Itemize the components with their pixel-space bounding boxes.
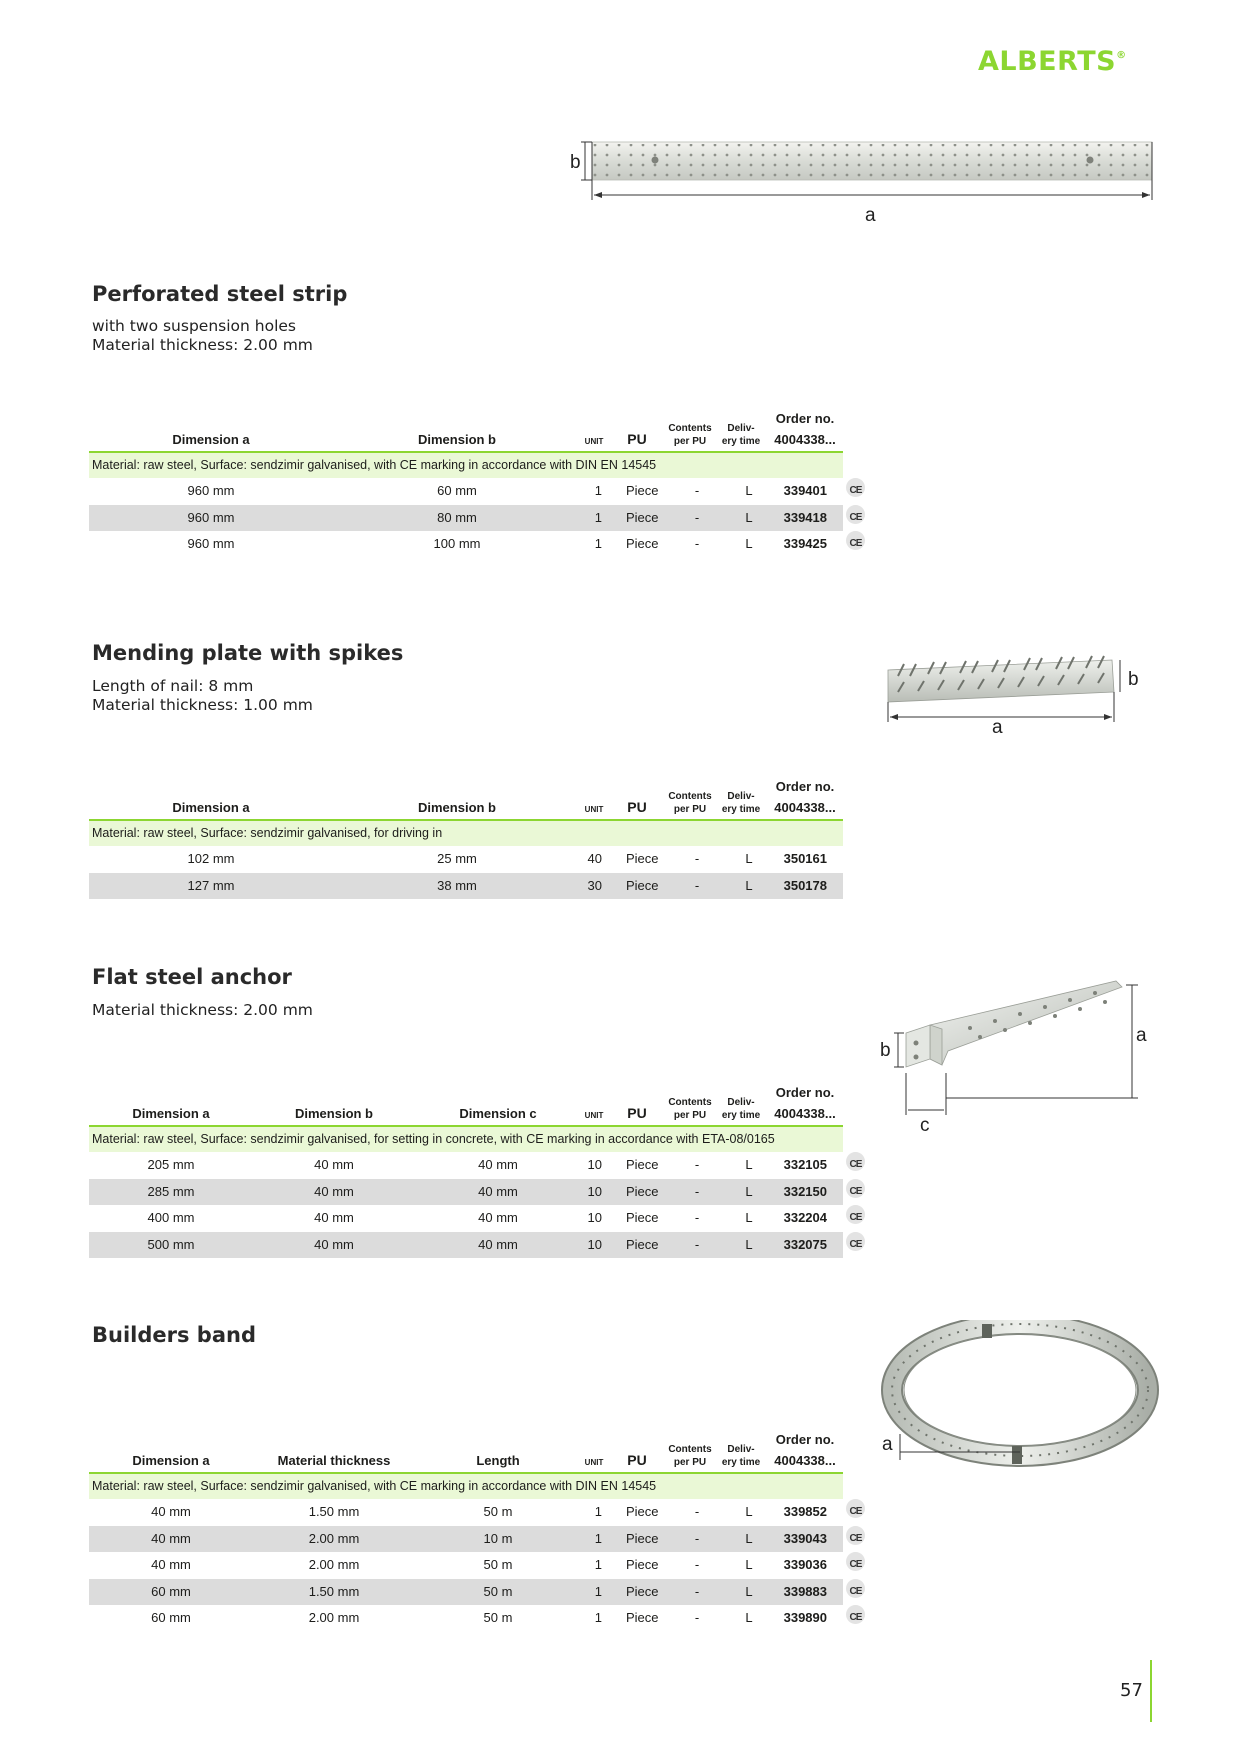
header-dimension-a: Dimension a [172, 432, 250, 447]
cell-order-no: 332204 [783, 1210, 827, 1226]
header-delivery-time [722, 1443, 760, 1469]
table-row [89, 846, 843, 873]
header-dimension-b: Dimension b [294, 1106, 374, 1121]
header-delivery-line2: ery time [721, 1110, 761, 1121]
cell-dimension-a: 285 mm [147, 1183, 195, 1199]
cell-unit: 10 [587, 1157, 602, 1172]
section-description-line: Material thickness: 1.00 mm [92, 696, 313, 714]
dimension-label-a: a [882, 1434, 893, 1455]
cell-order-no: 339890 [783, 1610, 827, 1626]
cell-pu: Piece [626, 536, 659, 552]
cell-delivery: L [745, 1530, 753, 1546]
header-contents-line1: Contents [668, 791, 712, 802]
cell-material-thickness: 1.50 mm [308, 1583, 360, 1599]
cell-order-no: 339418 [783, 509, 827, 525]
table-row [89, 1579, 862, 1606]
cell-length: 50 m [483, 1583, 513, 1599]
product-table-perforated-steel-strip [89, 407, 862, 558]
header-order-line1: Order no. [775, 1432, 835, 1447]
material-note: Material: raw steel, Surface: sendzimir galvanised, with CE marking in accordance with DIN EN 14545 [89, 453, 843, 478]
header-delivery-time [722, 422, 760, 448]
header-unit: UNIT [584, 1458, 604, 1467]
cell-pu: Piece [626, 1236, 659, 1252]
cell-pu: Piece [626, 483, 659, 498]
header-contents-line2: per PU [673, 1457, 707, 1468]
cell-dimension-a: 960 mm [187, 536, 235, 552]
cell-order-no: 339043 [783, 1530, 827, 1546]
cell-dimension-a: 500 mm [147, 1236, 195, 1252]
table-row [89, 1552, 862, 1579]
header-material-thickness: Material thickness [277, 1453, 391, 1468]
header-pu: PU [627, 431, 647, 447]
cell-material-thickness: 2.00 mm [308, 1530, 360, 1546]
cell-contents: - [694, 1210, 700, 1226]
cell-order-no: 332105 [783, 1157, 827, 1172]
cell-delivery: L [745, 1610, 753, 1626]
page-number-divider [1150, 1660, 1152, 1722]
header-contents-line2: per PU [673, 804, 707, 815]
cell-pu: Piece [626, 1530, 659, 1546]
cell-length: 50 m [483, 1504, 513, 1519]
table-row [89, 505, 862, 532]
cell-delivery: L [745, 483, 753, 498]
brand-name: ALBERTS [978, 46, 1117, 77]
ce-mark-icon: CE [846, 531, 865, 550]
header-delivery-time [722, 790, 760, 816]
dimension-label-a: a [1136, 1025, 1147, 1046]
header-length: Length [476, 1453, 520, 1468]
cell-order-no: 350178 [783, 877, 827, 893]
cell-delivery: L [745, 1504, 753, 1519]
cell-dimension-a: 400 mm [147, 1210, 195, 1226]
cell-delivery: L [745, 536, 753, 552]
cell-unit: 1 [594, 483, 602, 498]
header-order-line2: 4004338... [774, 432, 836, 447]
header-contents-per-pu [668, 1443, 711, 1469]
ce-mark-icon: CE [846, 505, 865, 524]
dimension-label-c: c [920, 1115, 930, 1135]
cell-pu: Piece [626, 851, 659, 866]
header-unit: UNIT [584, 1111, 604, 1120]
cell-dimension-a: 40 mm [151, 1530, 191, 1546]
cell-unit: 1 [594, 1557, 602, 1573]
table-header [89, 775, 843, 821]
page-number: 57 [1120, 1680, 1143, 1701]
header-dimension-c: Dimension c [459, 1106, 537, 1121]
cell-delivery: L [745, 1157, 753, 1172]
cell-contents: - [694, 1157, 700, 1172]
header-order-line2: 4004338... [774, 1453, 836, 1468]
header-delivery-line2: ery time [721, 436, 761, 447]
ce-mark-icon: CE [846, 1152, 865, 1171]
header-order-line1: Order no. [775, 411, 835, 426]
section-title-perforated-steel-strip: Perforated steel strip [92, 282, 348, 306]
cell-material-thickness: 2.00 mm [308, 1610, 360, 1626]
material-note: Material: raw steel, Surface: sendzimir galvanised, for setting in concrete, with CE marking in accordance with ETA-08/0165 [89, 1127, 843, 1152]
header-contents-per-pu [668, 1096, 711, 1122]
ce-mark-icon: CE [846, 1499, 865, 1518]
cell-unit: 30 [587, 877, 602, 893]
header-contents-per-pu [668, 790, 711, 816]
cell-pu: Piece [626, 1557, 659, 1573]
cell-contents: - [694, 509, 700, 525]
header-delivery-line1: Deliv- [727, 1097, 755, 1108]
cell-dimension-b: 40 mm [314, 1210, 354, 1226]
header-dimension-b: Dimension b [417, 432, 497, 447]
header-contents-line1: Contents [668, 1444, 712, 1455]
brand-logo [978, 46, 1127, 77]
cell-pu: Piece [626, 1183, 659, 1199]
cell-material-thickness: 1.50 mm [308, 1504, 360, 1519]
table-row [89, 1499, 862, 1526]
header-order-line2: 4004338... [774, 800, 836, 815]
table-header [89, 407, 843, 453]
product-table-flat-steel-anchor [89, 1081, 862, 1258]
ce-mark-icon: CE [846, 1179, 865, 1198]
ce-mark-icon: CE [846, 478, 865, 497]
header-contents-line2: per PU [673, 436, 707, 447]
cell-pu: Piece [626, 1583, 659, 1599]
ce-mark-icon: CE [846, 1605, 865, 1624]
cell-dimension-b: 25 mm [437, 851, 477, 866]
cell-contents: - [694, 1530, 700, 1546]
table-header [89, 1428, 843, 1474]
cell-order-no: 339401 [783, 483, 827, 498]
cell-pu: Piece [626, 1210, 659, 1226]
cell-pu: Piece [626, 509, 659, 525]
cell-delivery: L [745, 509, 753, 525]
cell-delivery: L [745, 1557, 753, 1573]
dimension-label-a: a [992, 717, 1003, 735]
cell-delivery: L [745, 1183, 753, 1199]
header-pu: PU [627, 1105, 647, 1121]
cell-length: 50 m [483, 1557, 513, 1573]
cell-contents: - [694, 1610, 700, 1626]
cell-dimension-b: 40 mm [314, 1183, 354, 1199]
cell-unit: 1 [594, 1530, 602, 1546]
cell-dimension-c: 40 mm [478, 1236, 518, 1252]
cell-dimension-c: 40 mm [478, 1183, 518, 1199]
cell-dimension-b: 40 mm [314, 1236, 354, 1252]
cell-dimension-b: 60 mm [437, 483, 477, 498]
header-delivery-line1: Deliv- [727, 423, 755, 434]
cell-unit: 1 [594, 1610, 602, 1626]
cell-unit: 1 [594, 509, 602, 525]
cell-dimension-a: 40 mm [151, 1504, 191, 1519]
cell-dimension-a: 960 mm [187, 509, 235, 525]
cell-contents: - [694, 1183, 700, 1199]
header-delivery-line1: Deliv- [727, 1444, 755, 1455]
cell-pu: Piece [626, 877, 659, 893]
header-order-no [774, 776, 835, 818]
spiked-plate-drawing [880, 640, 1150, 735]
ce-mark-icon: CE [846, 1232, 865, 1251]
ce-mark-icon: CE [846, 1579, 865, 1598]
ce-mark-icon: CE [846, 1526, 865, 1545]
cell-contents: - [694, 877, 700, 893]
cell-dimension-a: 960 mm [187, 483, 235, 498]
cell-unit: 1 [594, 1583, 602, 1599]
cell-order-no: 339425 [783, 536, 827, 552]
header-delivery-line2: ery time [721, 804, 761, 815]
cell-dimension-b: 80 mm [437, 509, 477, 525]
header-delivery-line1: Deliv- [727, 791, 755, 802]
header-unit: UNIT [584, 437, 604, 446]
cell-contents: - [694, 1583, 700, 1599]
section-title-flat-steel-anchor: Flat steel anchor [92, 965, 292, 989]
table-row [89, 478, 862, 505]
cell-dimension-b: 40 mm [314, 1157, 354, 1172]
cell-pu: Piece [626, 1504, 659, 1519]
cell-unit: 10 [587, 1183, 602, 1199]
dimension-label-b: b [570, 152, 581, 173]
cell-order-no: 339852 [783, 1504, 827, 1519]
cell-contents: - [694, 536, 700, 552]
cell-order-no: 339883 [783, 1583, 827, 1599]
cell-contents: - [694, 1557, 700, 1573]
cell-contents: - [694, 851, 700, 866]
cell-order-no: 332150 [783, 1183, 827, 1199]
cell-delivery: L [745, 877, 753, 893]
header-contents-line1: Contents [668, 1097, 712, 1108]
material-note: Material: raw steel, Surface: sendzimir galvanised, for driving in [89, 821, 843, 846]
cell-unit: 1 [594, 536, 602, 552]
cell-dimension-b: 38 mm [437, 877, 477, 893]
cell-dimension-a: 40 mm [151, 1557, 191, 1573]
material-note: Material: raw steel, Surface: sendzimir galvanised, with CE marking in accordance with DIN EN 14545 [89, 1474, 843, 1499]
cell-dimension-a: 205 mm [147, 1157, 195, 1172]
table-row [89, 1152, 862, 1179]
cell-delivery: L [745, 1583, 753, 1599]
header-dimension-a: Dimension a [172, 800, 250, 815]
table-row [89, 1526, 862, 1553]
table-header [89, 1081, 843, 1127]
header-unit: UNIT [584, 805, 604, 814]
table-row [89, 1205, 862, 1232]
cell-pu: Piece [626, 1157, 659, 1172]
cell-contents: - [694, 1504, 700, 1519]
cell-dimension-c: 40 mm [478, 1157, 518, 1172]
registered-mark: ® [1116, 50, 1127, 61]
builders-band-coil [880, 1320, 1160, 1480]
section-title-mending-plate: Mending plate with spikes [92, 641, 404, 665]
header-pu: PU [627, 1452, 647, 1468]
cell-contents: - [694, 483, 700, 498]
cell-dimension-a: 60 mm [151, 1610, 191, 1626]
cell-dimension-a: 60 mm [151, 1583, 191, 1599]
cell-dimension-a: 102 mm [187, 851, 235, 866]
header-order-line1: Order no. [775, 779, 835, 794]
header-order-no [774, 1082, 835, 1124]
cell-dimension-c: 40 mm [478, 1210, 518, 1226]
header-order-no [774, 1429, 835, 1471]
cell-contents: - [694, 1236, 700, 1252]
cell-delivery: L [745, 1210, 753, 1226]
section-description-line: Material thickness: 2.00 mm [92, 336, 313, 354]
table-row [89, 1179, 862, 1206]
header-contents-per-pu [668, 422, 711, 448]
cell-dimension-a: 127 mm [187, 877, 235, 893]
header-order-no [774, 408, 835, 450]
section-description-line: Material thickness: 2.00 mm [92, 1001, 313, 1019]
cell-length: 50 m [483, 1610, 513, 1626]
product-table-mending-plate [89, 775, 843, 899]
cell-length: 10 m [483, 1530, 513, 1546]
cell-order-no: 350161 [783, 851, 827, 866]
header-dimension-b: Dimension b [417, 800, 497, 815]
cell-order-no: 332075 [783, 1236, 827, 1252]
ce-mark-icon: CE [846, 1205, 865, 1224]
dimension-label-b: b [880, 1040, 891, 1061]
cell-dimension-b: 100 mm [433, 536, 481, 552]
header-pu: PU [627, 799, 647, 815]
header-dimension-a: Dimension a [132, 1106, 210, 1121]
dimension-label-a: a [865, 205, 876, 225]
section-description-line: Length of nail: 8 mm [92, 677, 254, 695]
header-delivery-line2: ery time [721, 1457, 761, 1468]
perforated-strip-drawing [565, 130, 1165, 225]
ce-mark-icon: CE [846, 1552, 865, 1571]
cell-unit: 1 [594, 1504, 602, 1519]
section-description-line: with two suspension holes [92, 317, 296, 335]
cell-order-no: 339036 [783, 1557, 827, 1573]
cell-unit: 10 [587, 1236, 602, 1252]
cell-delivery: L [745, 1236, 753, 1252]
dimension-label-b: b [1128, 669, 1139, 690]
header-delivery-time [722, 1096, 760, 1122]
cell-material-thickness: 2.00 mm [308, 1557, 360, 1573]
cell-unit: 40 [587, 851, 602, 866]
table-row [89, 531, 862, 558]
header-order-line1: Order no. [775, 1085, 835, 1100]
cell-delivery: L [745, 851, 753, 866]
header-contents-line1: Contents [668, 423, 712, 434]
table-row [89, 1605, 862, 1632]
section-title-builders-band: Builders band [92, 1323, 256, 1347]
table-row [89, 873, 843, 900]
cell-pu: Piece [626, 1610, 659, 1626]
product-table-builders-band [89, 1428, 862, 1632]
flat-anchor-drawing [870, 965, 1150, 1135]
header-dimension-a: Dimension a [132, 1453, 210, 1468]
header-order-line2: 4004338... [774, 1106, 836, 1121]
cell-unit: 10 [587, 1210, 602, 1226]
header-contents-line2: per PU [673, 1110, 707, 1121]
table-row [89, 1232, 862, 1259]
